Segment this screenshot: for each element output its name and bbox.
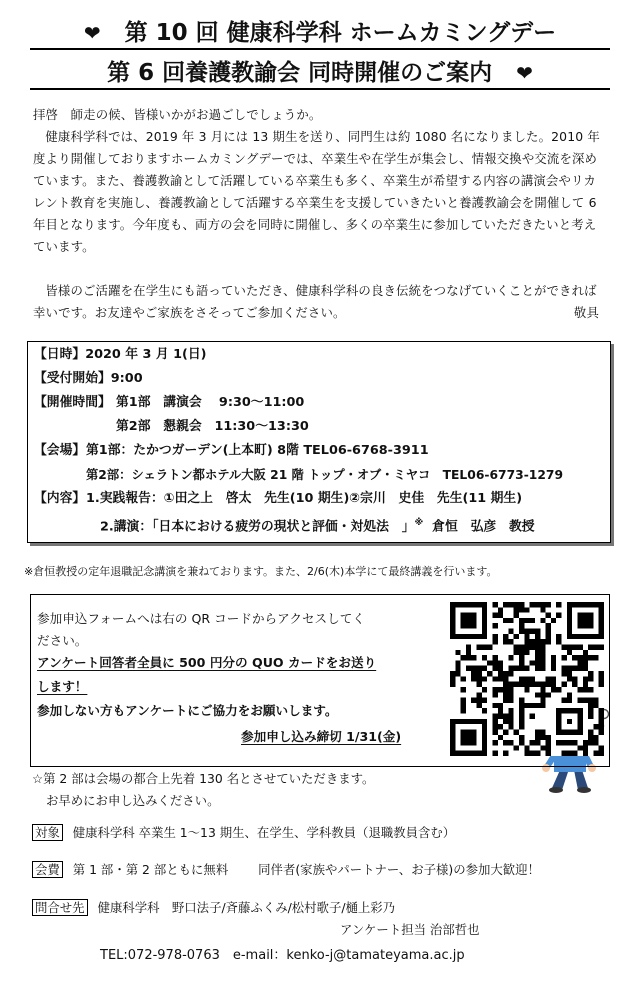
closing-text: 皆様のご活躍を在学生にも語っていただき、健康科学科の良き伝統をつなげていくことができれば幸いです。お友達やご家族をさそってご参加ください。 bbox=[33, 283, 597, 320]
event-reception: 【受付開始】9:00 bbox=[34, 371, 143, 386]
apply-line2: ださい。 bbox=[37, 633, 88, 648]
heart-icon: ❤ bbox=[83, 21, 101, 45]
quo-card-line2: します！ bbox=[37, 679, 88, 694]
contact-names: 健康科学科 野口法子/斉藤ふくみ/松村歌子/樋上彩乃 bbox=[97, 900, 396, 915]
event-details-box bbox=[27, 341, 611, 543]
survey-contact: アンケート担当 治部哲也 bbox=[340, 922, 480, 937]
event-venue2: 第2部：シェラトン都ホテル大阪 21 階 トップ・オブ・ミヤコ TEL06-6773-1279 bbox=[86, 468, 564, 482]
title-text-2: 第 6 回養護教諭会 同時開催のご案内 bbox=[107, 60, 493, 86]
lecture-mark: ※ bbox=[414, 518, 424, 528]
closing-word: 敬具 bbox=[573, 305, 599, 320]
title-line-1 bbox=[30, 18, 610, 50]
event-part2: 第2部 懇親会 11:30～13:30 bbox=[116, 419, 309, 434]
intro-paragraph: 健康科学科では、2019 年 3 月には 13 期生を送り、同門生は約 1080 名になりました。2010 年度より開催しておりますホームカミングデーでは、卒業生や在学生が集会し、情報交換や交流を深めています。また、養護教諭として活躍している卒業生も多く、卒業生が希望する内容の講演会やリカレント教育を実施し、養護教諭として活躍する卒業生を支援していきたいと養護教諭会を開催して 6 年目となります。今年度も、両方の会を同時に開催し、多くの卒業生に参加していただきたいと考えています。 bbox=[33, 129, 600, 254]
application-box bbox=[30, 594, 610, 767]
quo-card-line1: アンケート回答者全員に 500 円分の QUO カードをお送り bbox=[37, 655, 377, 670]
capacity-note: ☆第 2 部は会場の都合上先着 130 名とさせていただきます。 bbox=[32, 771, 375, 786]
event-content-label: 【内容】 bbox=[34, 491, 86, 506]
contact-label: 問合せ先 bbox=[32, 899, 88, 916]
retirement-note: ※倉恒教授の定年退職記念講演を兼ねております。また、2/6(木)本学にて最終講義を行います。 bbox=[24, 565, 498, 578]
heart-icon: ❤ bbox=[516, 61, 533, 85]
event-content1: 1.実践報告：①田之上 啓太 先生(10 期生)②宗川 史佳 先生(11 期生) bbox=[86, 491, 523, 506]
target-label: 対象 bbox=[32, 824, 63, 841]
tel-email: TEL:072-978-0763 e-mail：kenko-j@tamateyama.ac.jp bbox=[100, 948, 465, 963]
early-apply-note: お早めにお申し込みください。 bbox=[46, 793, 220, 808]
title-line-2 bbox=[30, 58, 610, 90]
apply-line1: 参加申込フォームへは右の QR コードからアクセスしてく bbox=[37, 611, 365, 626]
lecture-title: 2.講演：「日本における疲労の現状と評価・対処法 」 bbox=[100, 519, 415, 535]
lecture-speaker: 倉恒 弘彦 教授 bbox=[432, 519, 535, 535]
contact-row bbox=[32, 898, 395, 918]
fee-row bbox=[32, 860, 540, 880]
target-text: 健康科学科 卒業生 1～13 期生、在学生、学科教員（退職教員含む） bbox=[72, 825, 456, 840]
event-venue1: 第1部：たかつガーデン(上本町) 8階 TEL06-6768-3911 bbox=[86, 443, 429, 458]
event-time-label: 【開催時間】 bbox=[34, 395, 111, 410]
fee-label: 会費 bbox=[32, 861, 63, 878]
event-venue-label: 【会場】 bbox=[34, 443, 86, 458]
target-row bbox=[32, 823, 455, 843]
event-content2 bbox=[100, 512, 535, 538]
title-text-1: 第 10 回 健康科学科 ホームカミングデー bbox=[124, 20, 557, 46]
survey-request: 参加しない方もアンケートにご協力をお願いします。 bbox=[37, 703, 338, 718]
deadline: 参加申し込み締切 1/31(金) bbox=[241, 729, 402, 744]
companion-text: 同伴者(家族やパートナー、お子様)の参加大歓迎！ bbox=[258, 862, 540, 877]
qr-code-icon[interactable] bbox=[450, 602, 604, 756]
fee-text: 第 1 部・第 2 部ともに無料 bbox=[72, 862, 229, 877]
greeting: 拝啓 師走の候、皆様いかがお過ごしでしょうか。 bbox=[33, 107, 322, 122]
event-date: 【日時】2020 年 3 月 1(日) bbox=[34, 347, 207, 362]
closing-paragraph bbox=[33, 280, 607, 324]
event-part1: 第1部 講演会 9:30～11:00 bbox=[116, 395, 305, 410]
